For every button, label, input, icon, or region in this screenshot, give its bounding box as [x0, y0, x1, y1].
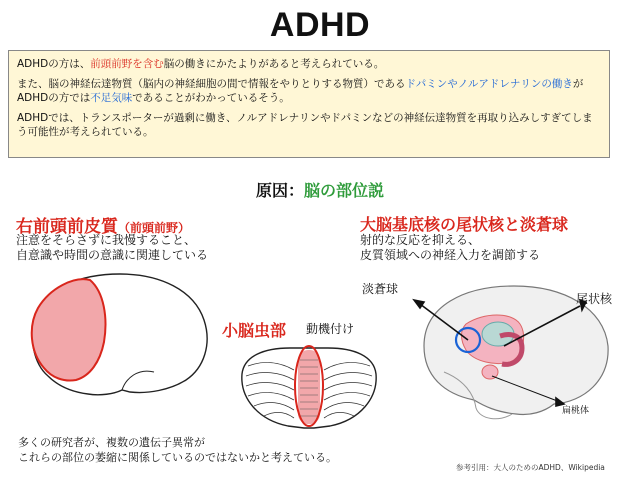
- prefrontal-desc-line: 注意をそらさずに我慢すること、: [16, 233, 197, 247]
- info-highlight-neurotransmitter: ドパミンやノルアドレナリンの働き: [405, 77, 573, 90]
- info-text: また、脳の神経伝達物質（脳内の神経細胞の間で情報をやりとりする物質）である: [17, 77, 406, 90]
- cause-heading: [0, 178, 640, 201]
- prefrontal-subtitle: （前頭前野）: [118, 221, 191, 235]
- info-highlight-deficit: 不足気味: [90, 92, 133, 104]
- label-globus-pallidus: 淡蒼球: [362, 282, 399, 296]
- prefrontal-description: [16, 233, 208, 263]
- footer-text: [18, 436, 337, 465]
- vermis-heading: 小脳虫部: [222, 321, 287, 340]
- info-text: がADHDの方では: [17, 77, 584, 104]
- cerebellum-illustration: [234, 340, 384, 432]
- info-text: 脳の働きにかたよりがあると考えられている。: [163, 58, 385, 70]
- info-paragraph-2: [17, 77, 601, 106]
- prefrontal-region-highlight: [32, 279, 106, 380]
- basal-ganglia-heading: 大脳基底核の尾状核と淡蒼球: [360, 215, 569, 234]
- label-amygdala: 扁桃体: [562, 406, 590, 416]
- footer-line: これらの部位の萎縮に関係しているのではないかと考えている。: [18, 450, 337, 464]
- prefrontal-desc-line: 自意識や時間の意識に関連している: [16, 248, 209, 262]
- info-box: [8, 50, 610, 158]
- page-title: ADHD: [269, 6, 371, 44]
- info-paragraph-1: [17, 57, 601, 72]
- reference-note: 参考引用：大人のためのADHD、Wikipedia: [456, 463, 605, 472]
- basal-desc-line: 皮質領域への神経入力を調節する: [360, 248, 541, 262]
- vermis-subtitle: 動機付け: [306, 322, 355, 336]
- prefrontal-title: 右前頭前皮質: [16, 217, 118, 237]
- vermis-stripes: [298, 350, 320, 424]
- label-caudate-nucleus: 尾状核: [576, 292, 613, 306]
- info-text: ADHDの方は、: [17, 58, 91, 70]
- info-paragraph-3: ADHDでは、トランスポーターが過剰に働き、ノルアドレナリンやドパミンなどの神経伝達物質を再取り込みしすぎてしまう可能性が考えられている。: [17, 111, 593, 138]
- basal-ganglia-description: [360, 233, 540, 263]
- basal-desc-line: 射的な反応を抑える、: [360, 233, 481, 247]
- cause-highlight: 脳の部位説: [304, 181, 385, 200]
- cause-label: 原因：: [255, 181, 304, 200]
- info-text: であることがわかっているそう。: [132, 92, 290, 104]
- info-highlight-prefrontal: 前頭前野を含む: [90, 58, 164, 70]
- side-brain-illustration: [18, 268, 218, 398]
- footer-line: 多くの研究者が、複数の遺伝子異常が: [18, 436, 205, 449]
